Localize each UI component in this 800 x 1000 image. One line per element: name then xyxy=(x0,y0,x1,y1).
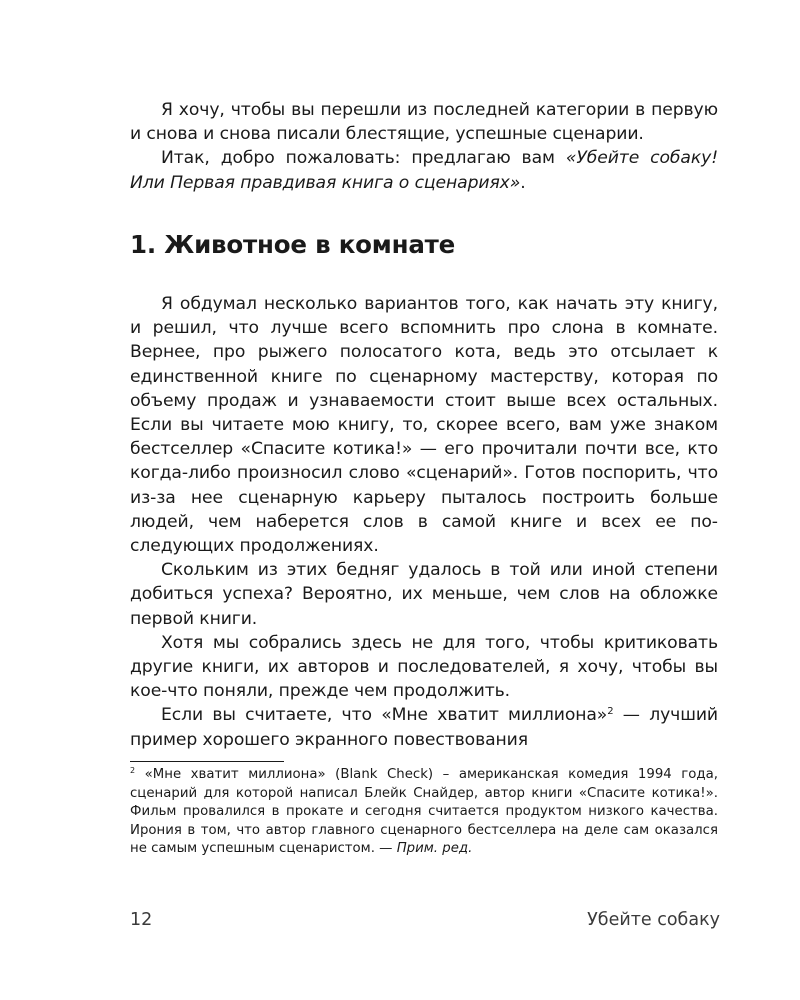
footnote xyxy=(130,766,718,859)
chapter-paragraph-3: Хотя мы собрались здесь не для того, чтобы критиковать другие книги, их авторов и последователей, я хочу, чтобы вы кое-что поняли, прежде чем продолжить. xyxy=(130,632,718,702)
page-footer xyxy=(130,910,720,938)
footnote-text: «Мне хватит миллиона» (Blank Check) – американская комедия 1994 года, сценарий для которой написал Блейк Снайдер, автор книги «Спасите котика!». Фильм провалился в прокате и сегодня считается продуктом низкого качества. Ирония в том, что автор главного сценарного бестселлера на деле сам оказался не самым успешным сценаристом. — xyxy=(130,767,718,856)
chapter-paragraph-2: Скольким из этих бедняг удалось в той или иной степени добиться успеха? Вероятно, их меньше, чем слов на обложке первой книги. xyxy=(130,560,718,629)
intro-welcome-paragraph xyxy=(130,146,718,194)
footnote-divider xyxy=(130,761,284,762)
chapter-section xyxy=(130,230,718,752)
paragraph-4-end: — лучший пример хорошего экранного повествования xyxy=(130,705,718,750)
intro-section xyxy=(130,98,718,195)
welcome-text: Итак, добро пожаловать: предлагаю вам xyxy=(161,148,566,169)
paragraph-4-lead: Если вы считаете, что «Мне хватит миллиона» xyxy=(161,705,608,726)
chapter-paragraph-4 xyxy=(130,703,718,751)
chapter-paragraph-1: Я обдумал несколько вариантов того, как начать эту книгу, и решил, что лучше всего вспомнить про слона в комнате. Вернее, про рыжего полосатого кота, ведь это отсылает к единственной книге по сценарному мастерству, которая по объему продаж и узнаваемости стоит выше всех остальных. Если вы читаете мою книгу, то, скорее всего, вам уже знаком бестселлер «Спасите котика!» — его прочитали почти все, кто когда-либо произносил слово «сценарий». Готов поспорить, что из-за нее сценарную карьеру пыталось построить больше людей, чем наберется слов в самой книге и всех ее последующих продолжениях. xyxy=(130,294,718,557)
footnote-reference: 2 xyxy=(607,706,614,718)
running-title: Убейте собаку xyxy=(587,910,720,930)
book-title: «Убейте собаку! Или Первая правдивая книга о сценариях» xyxy=(130,148,718,193)
chapter-heading: 1. Животное в комнате xyxy=(130,230,456,259)
welcome-end: . xyxy=(520,172,526,193)
page-number: 12 xyxy=(130,910,153,930)
editor-note: Прим. ред. xyxy=(396,841,473,856)
intro-paragraph: Я хочу, чтобы вы перешли из последней категории в первую и снова и снова писали блестящие, успешные сценарии. xyxy=(130,100,718,145)
footnote-marker: 2 xyxy=(130,766,136,775)
